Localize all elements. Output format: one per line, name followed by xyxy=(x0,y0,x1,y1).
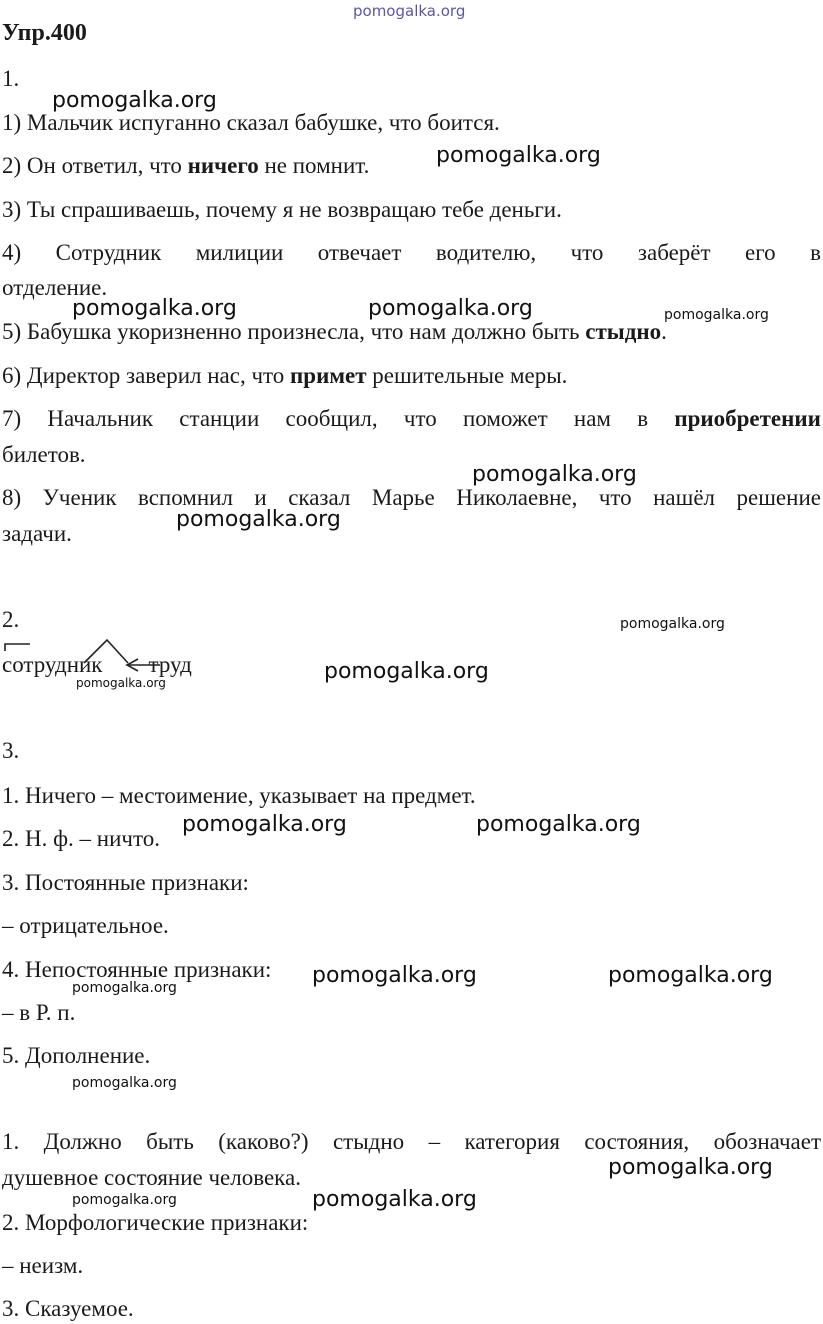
sentence-1: 1) Мальчик испуганно сказал бабушке, что боится. xyxy=(2,110,500,135)
sentence-5 xyxy=(2,319,667,345)
watermark: pomogalka.org xyxy=(76,676,166,690)
morpheme-scheme xyxy=(0,630,260,690)
watermark: pomogalka.org xyxy=(72,980,177,996)
word: в xyxy=(810,240,821,265)
word: его xyxy=(745,240,776,265)
word: милиции xyxy=(195,240,284,265)
watermark: pomogalka.org xyxy=(664,307,769,323)
analysis-line: – неизм. xyxy=(2,1253,84,1278)
word: Николаевне, xyxy=(456,485,578,510)
watermark: pomogalka.org xyxy=(72,296,237,321)
sentence-8-line-1 xyxy=(2,485,821,511)
word: Должно xyxy=(43,1129,122,1154)
word: что xyxy=(570,240,604,265)
word: состояния, xyxy=(584,1129,690,1154)
section-number: 3. xyxy=(2,738,20,763)
word: водителю, xyxy=(435,240,537,265)
text: 5) Бабушка укоризненно произнесла, что нам должно быть xyxy=(2,319,586,344)
source-word: труд xyxy=(148,652,192,677)
word: сказал xyxy=(288,485,351,510)
word: быть xyxy=(146,1129,194,1154)
analysis-line: – в Р. п. xyxy=(2,1000,76,1025)
analysis-line: душевное состояние человека. xyxy=(2,1165,301,1190)
word: категория xyxy=(464,1129,560,1154)
prefix-mark xyxy=(5,644,30,651)
word: Сотрудник xyxy=(55,240,162,265)
sentence-8-line-2: задачи. xyxy=(2,521,72,546)
word: Марье xyxy=(371,485,435,510)
text: 2) Он ответил, что xyxy=(2,153,188,178)
bold-word: примет xyxy=(290,363,367,388)
bold-word: приобретении xyxy=(674,406,821,431)
watermark: pomogalka.org xyxy=(312,1187,477,1212)
word: и xyxy=(254,485,267,510)
word: 7) xyxy=(2,406,22,431)
watermark: pomogalka.org xyxy=(353,2,466,20)
analysis-line: 2. Н. ф. – ничто. xyxy=(2,826,160,851)
analysed-word: сотрудник xyxy=(2,652,103,677)
watermark: pomogalka.org xyxy=(182,812,347,837)
watermark: pomogalka.org xyxy=(608,1155,773,1180)
bold-word: стыдно xyxy=(585,319,662,344)
watermark: pomogalka.org xyxy=(436,143,601,168)
sentence-4-line-1 xyxy=(2,240,821,266)
sentence-7-line-2: билетов. xyxy=(2,442,86,467)
word: что xyxy=(403,406,437,431)
analysis-line: 2. Морфологические признаки: xyxy=(2,1210,309,1235)
analysis-line: 4. Непостоянные признаки: xyxy=(2,957,272,982)
watermark: pomogalka.org xyxy=(52,88,217,113)
word: вспомнил xyxy=(137,485,233,510)
analysis-line: 1. Ничего – местоимение, указывает на предмет. xyxy=(2,783,476,808)
word: в xyxy=(637,406,649,431)
word: Начальник xyxy=(47,406,154,431)
word: обозначает xyxy=(713,1129,821,1154)
word: заберёт xyxy=(637,240,711,265)
text: не помнит. xyxy=(258,153,370,178)
exercise-title: Упр.400 xyxy=(2,20,87,46)
analysis-line: – отрицательное. xyxy=(2,913,169,938)
word: стыдно xyxy=(332,1129,405,1154)
word: станции xyxy=(179,406,260,431)
word: нашёл xyxy=(653,485,716,510)
sentence-2 xyxy=(2,153,369,179)
text: решительные меры. xyxy=(366,363,568,388)
analysis-line: 3. Постоянные признаки: xyxy=(2,870,249,895)
root-arc xyxy=(84,640,128,663)
sentence-6 xyxy=(2,363,567,389)
word: что xyxy=(598,485,632,510)
section-number: 1. xyxy=(2,66,20,91)
word: Ученик xyxy=(42,485,117,510)
watermark: pomogalka.org xyxy=(476,812,641,837)
analysis-line: 3. Сказуемое. xyxy=(2,1296,134,1321)
word: 8) xyxy=(2,485,22,510)
word: 4) xyxy=(2,240,22,265)
watermark: pomogalka.org xyxy=(620,616,725,632)
word: решение xyxy=(736,485,821,510)
watermark: pomogalka.org xyxy=(72,1192,177,1208)
word: поможет xyxy=(462,406,548,431)
word: отвечает xyxy=(317,240,402,265)
analysis-line xyxy=(2,1129,821,1155)
word: 1. xyxy=(2,1129,20,1154)
watermark: pomogalka.org xyxy=(368,296,533,321)
text: . xyxy=(661,319,667,344)
word: сообщил, xyxy=(285,406,378,431)
sentence-4-line-2: отделение. xyxy=(2,275,108,300)
word: – xyxy=(428,1129,441,1154)
text: 6) Директор заверил нас, что xyxy=(2,363,291,388)
watermark: pomogalka.org xyxy=(324,659,489,684)
sentence-3: 3) Ты спрашиваешь, почему я не возвращаю тебе деньги. xyxy=(2,197,562,222)
watermark: pomogalka.org xyxy=(608,963,773,988)
watermark: pomogalka.org xyxy=(176,507,341,532)
watermark: pomogalka.org xyxy=(312,963,477,988)
analysis-line: 5. Дополнение. xyxy=(2,1043,151,1068)
watermark: pomogalka.org xyxy=(72,1075,177,1091)
watermark: pomogalka.org xyxy=(472,462,637,487)
bold-word: ничего xyxy=(187,153,259,178)
word: нам xyxy=(573,406,611,431)
sentence-7-line-1 xyxy=(2,406,821,432)
word: (каково?) xyxy=(218,1129,309,1154)
section-number: 2. xyxy=(2,607,20,632)
